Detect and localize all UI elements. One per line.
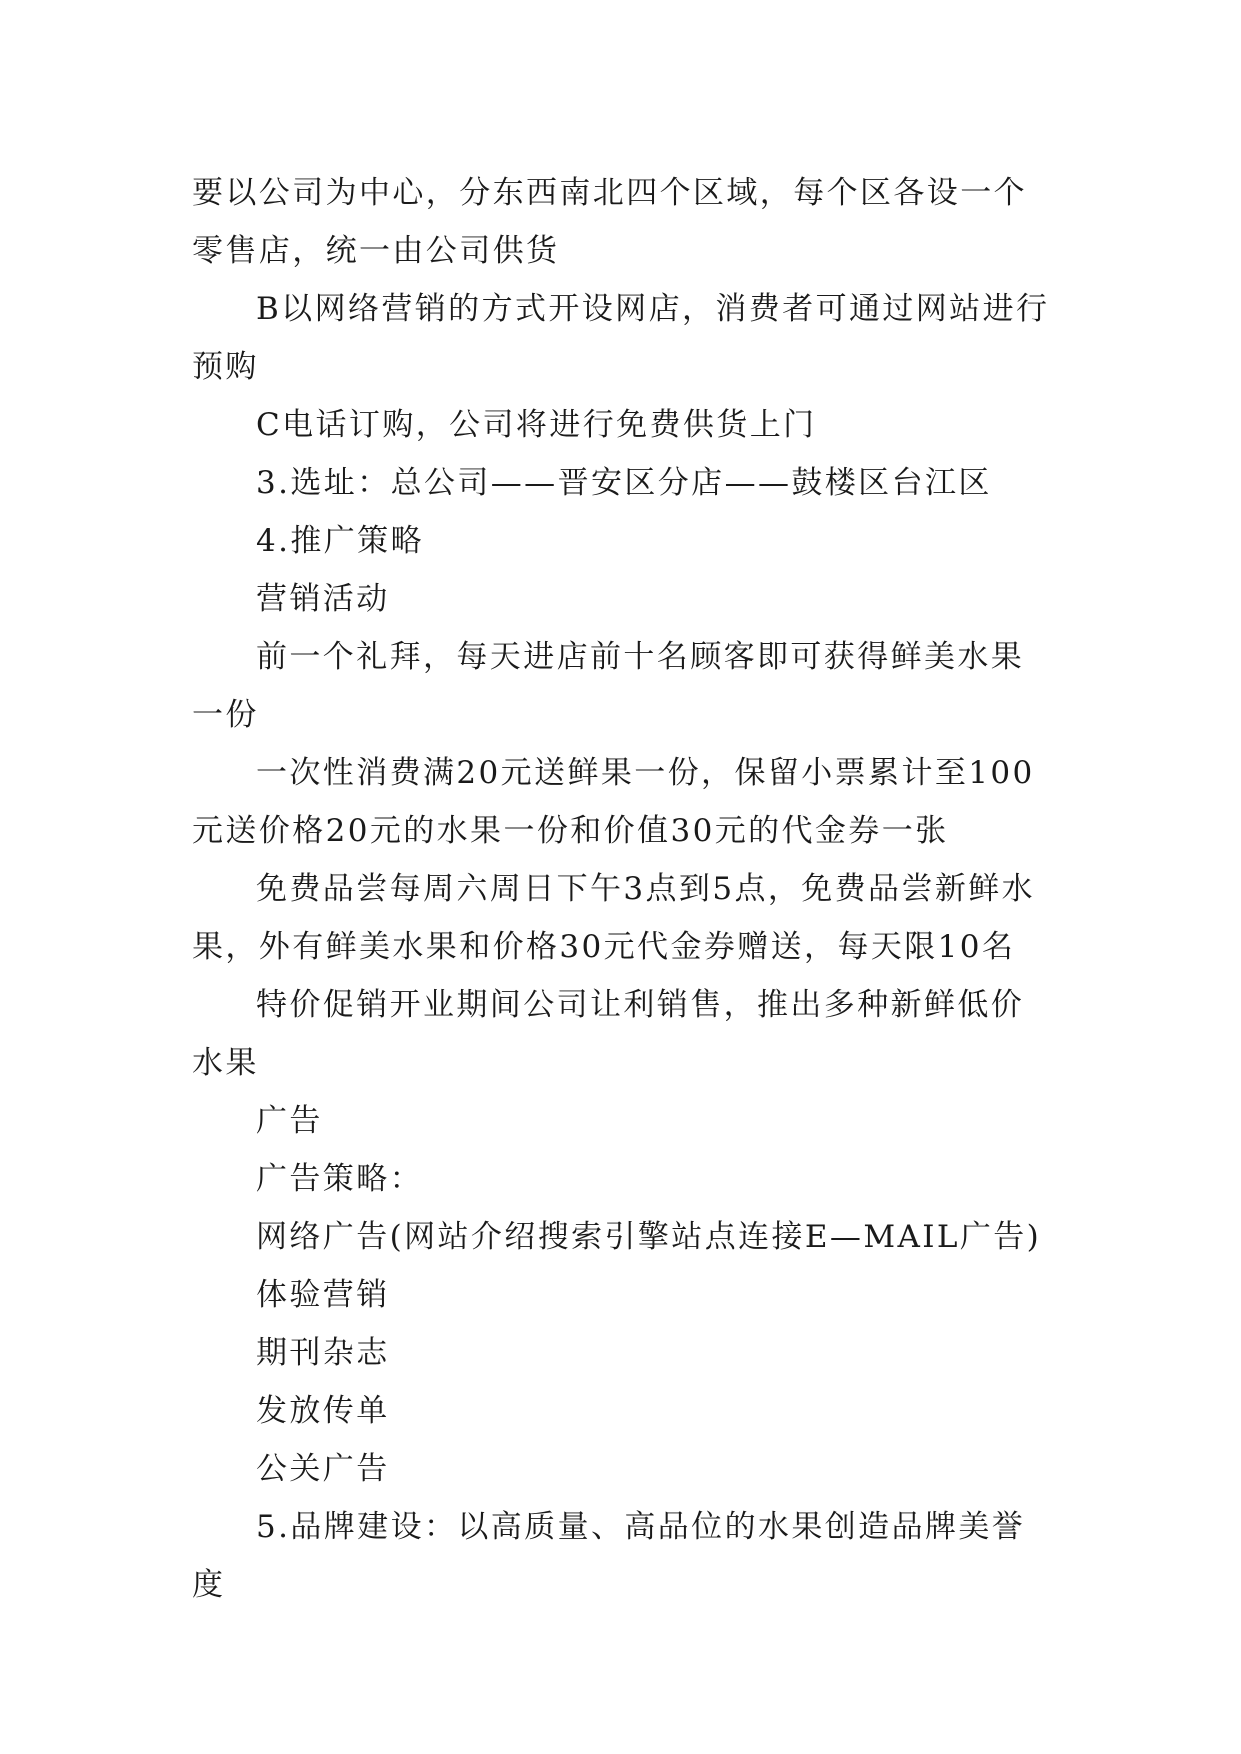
paragraph-retail-stores: 要以公司为中心，分东西南北四个区域，每个区各设一个零售店，统一由公司供货 — [192, 175, 1027, 269]
paragraph-phone-order: C电话订购，公司将进行免费供货上门 — [256, 407, 817, 443]
heading-advertising-strategy: 广告策略： — [256, 1161, 423, 1197]
heading-marketing-activities: 营销活动 — [256, 581, 390, 617]
item-flyers: 发放传单 — [256, 1393, 390, 1429]
paragraph-site-selection: 3.选址：总公司——晋安区分店——鼓楼区台江区 — [256, 465, 992, 501]
item-online-ads: 网络广告(网站介绍搜索引擎站点连接E—MAIL广告) — [256, 1219, 1042, 1255]
paragraph-first-week-offer: 前一个礼拜，每天进店前十名顾客即可获得鲜美水果一份 — [192, 639, 1025, 733]
item-pr-ads: 公关广告 — [256, 1451, 390, 1487]
paragraph-free-tasting: 免费品尝每周六周日下午3点到5点，免费品尝新鲜水果，外有鲜美水果和价格30元代金券赠送，每天限10名 — [192, 871, 1036, 965]
heading-promotion-strategy: 4.推广策略 — [256, 523, 424, 559]
document-body — [192, 164, 1054, 1614]
paragraph-online-store: B以网络营销的方式开设网店，消费者可通过网站进行预购 — [192, 291, 1050, 385]
paragraph-brand-building: 5.品牌建设：以高质量、高品位的水果创造品牌美誉度 — [192, 1509, 1026, 1603]
item-experience-marketing: 体验营销 — [256, 1277, 390, 1313]
item-magazines: 期刊杂志 — [256, 1335, 390, 1371]
paragraph-special-sale: 特价促销开业期间公司让利销售，推出多种新鲜低价水果 — [192, 987, 1025, 1081]
heading-advertising: 广告 — [256, 1103, 323, 1139]
paragraph-spend-reward: 一次性消费满20元送鲜果一份，保留小票累计至100元送价格20元的水果一份和价值30元的代金券一张 — [192, 755, 1035, 849]
